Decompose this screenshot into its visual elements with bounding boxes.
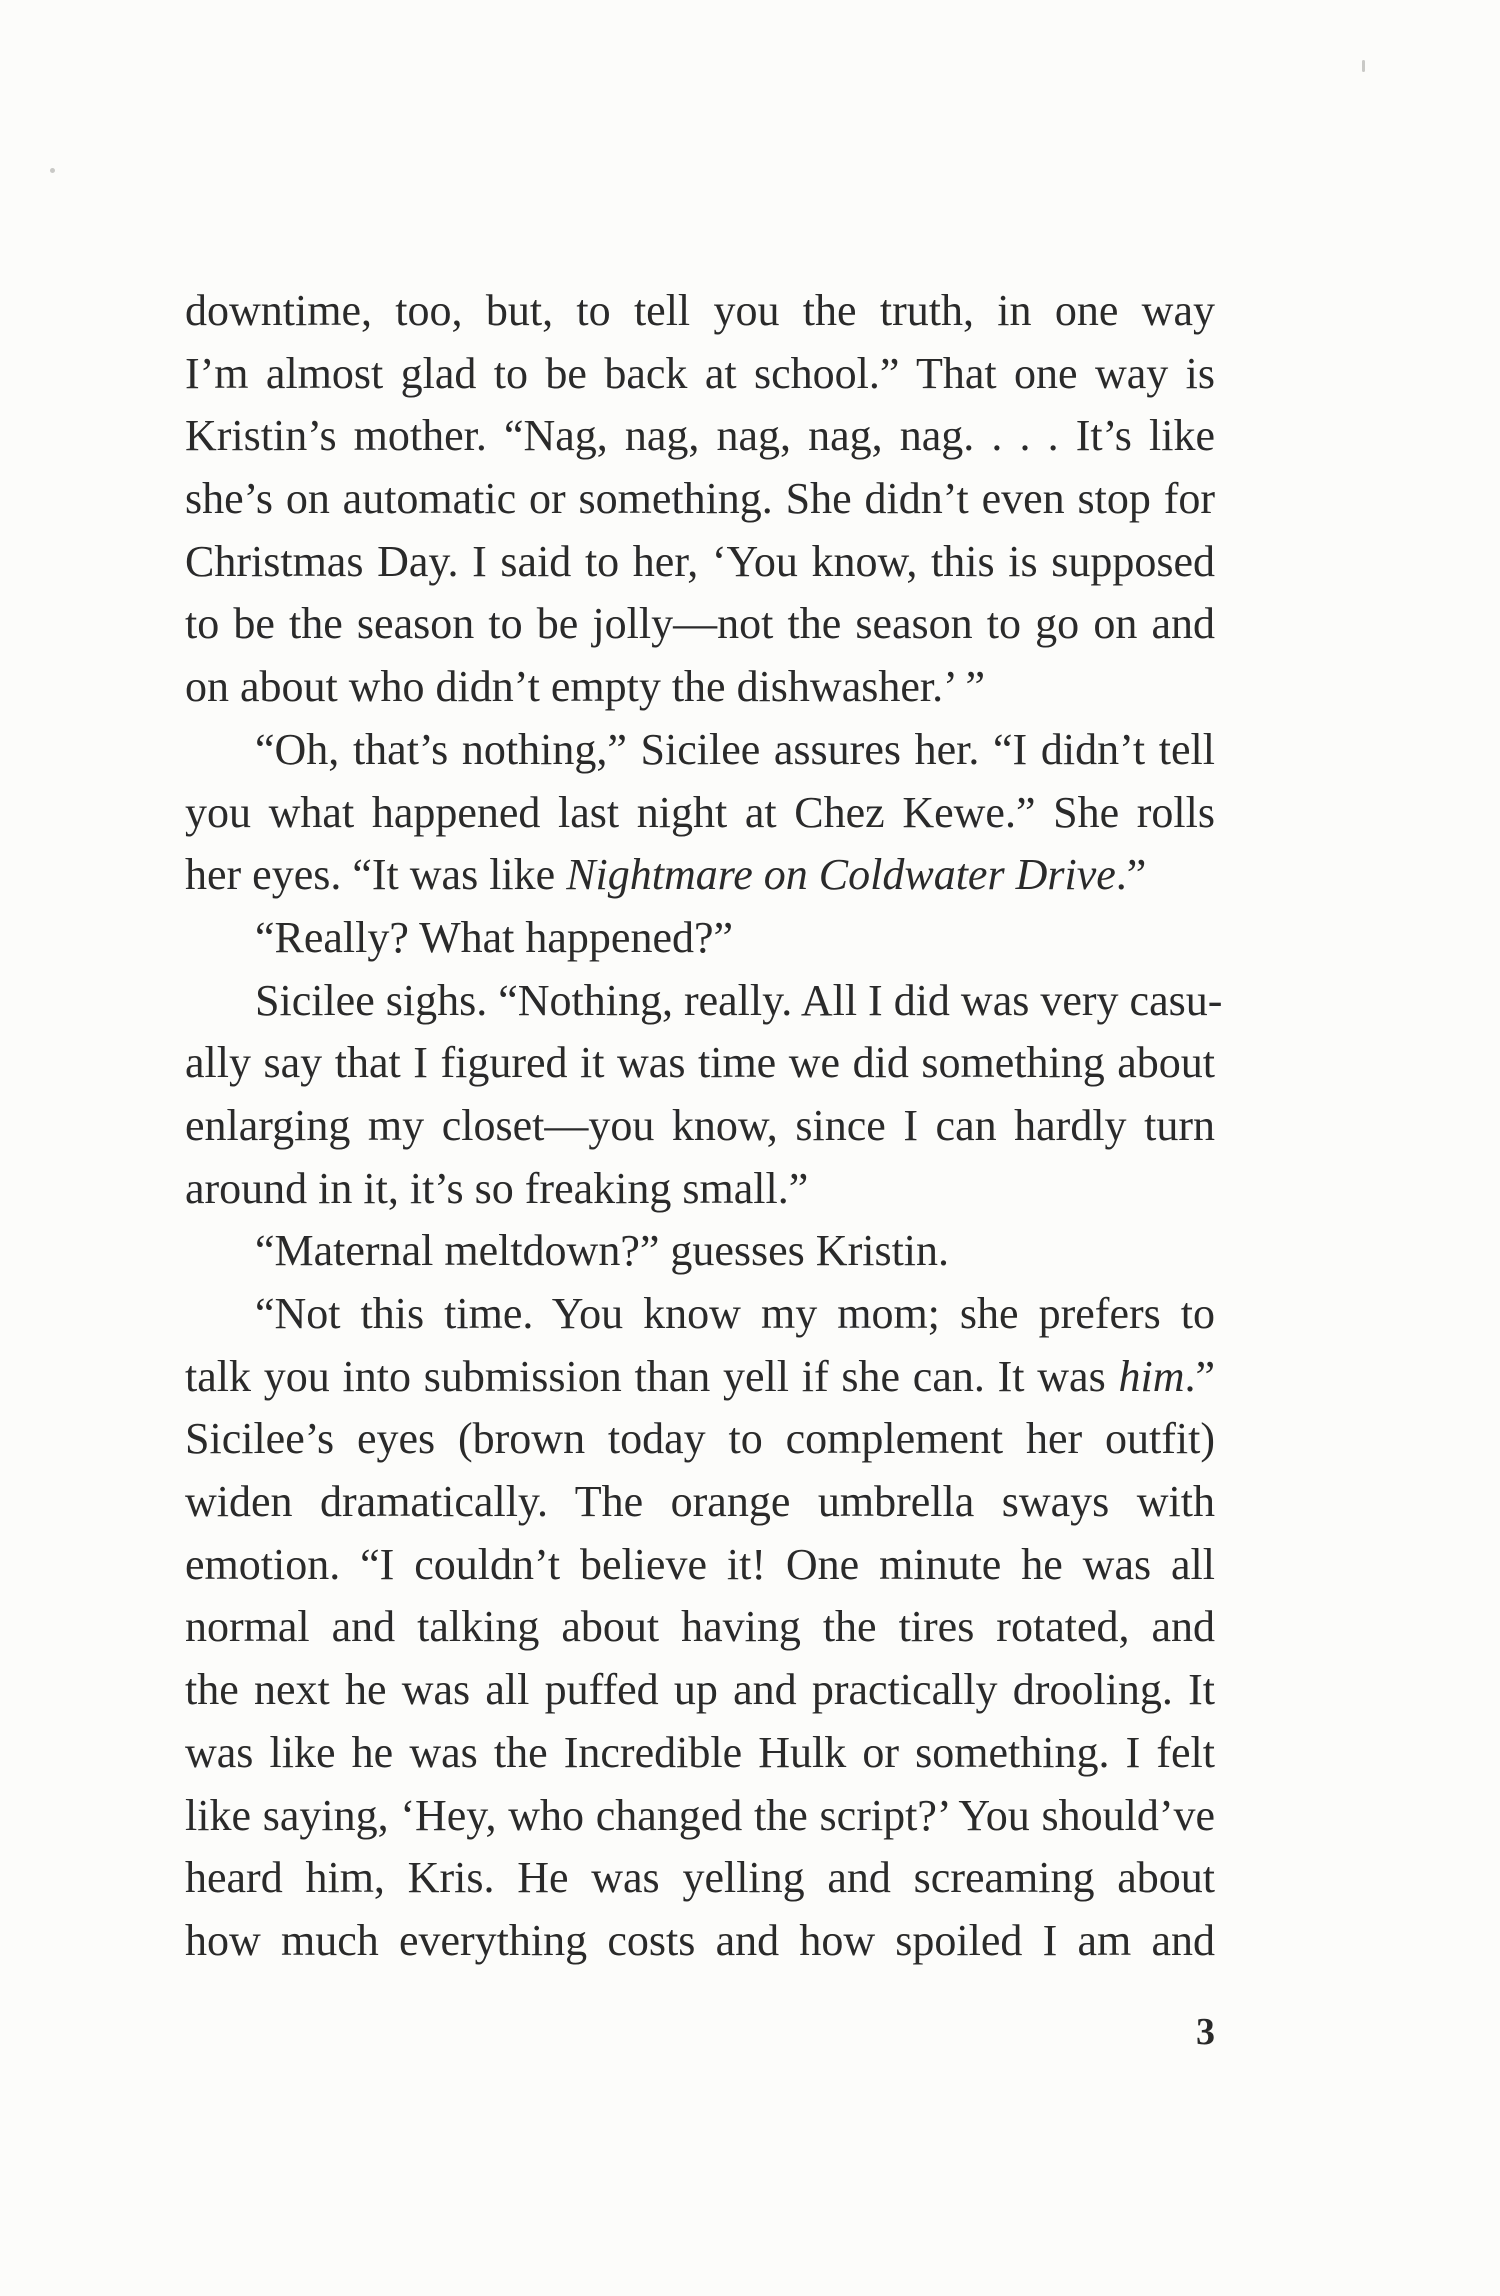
text-line (185, 1471, 1215, 1534)
text-segment: normal and talking about having the tires rotated, and (185, 1602, 1215, 1652)
text-line (185, 280, 1215, 343)
text-line (185, 719, 1215, 782)
text-segment: downtime, too, but, to tell you the truth, in one way (185, 286, 1215, 335)
text-segment: how much everything costs and how spoiled I am and (185, 1915, 1215, 1965)
text-segment: emotion. “I couldn’t believe it! One minute he was all (185, 1539, 1215, 1589)
text-line (185, 656, 1215, 719)
italic-text: him (1118, 1351, 1185, 1401)
text-segment: around in it, it’s so freaking small.” (185, 1163, 809, 1213)
text-segment: .” (1115, 850, 1147, 900)
page-number: 3 (1196, 2011, 1215, 2053)
text-line (185, 1408, 1215, 1471)
text-line (185, 1534, 1215, 1597)
text-line (185, 1847, 1215, 1910)
text-segment: Christmas Day. I said to her, ‘You know, this is supposed (185, 536, 1215, 586)
text-line (185, 1158, 1215, 1221)
text-line (185, 1596, 1215, 1659)
text-line (185, 531, 1215, 594)
text-line (185, 907, 1215, 970)
text-line (185, 593, 1215, 656)
text-line (185, 1785, 1215, 1848)
text-line (185, 405, 1215, 468)
text-line (185, 970, 1223, 1033)
text-segment: widen dramatically. The orange umbrella sways with (185, 1477, 1215, 1527)
text-line (185, 1346, 1215, 1409)
text-segment: “Oh, that’s nothing,” Sicilee assures her. “I didn’t tell (255, 724, 1215, 774)
body-text (185, 280, 1223, 1973)
text-segment: I’m almost glad to be back at school.” That one way is (185, 348, 1215, 398)
text-segment: she’s on automatic or something. She didn’t even stop for (185, 474, 1215, 524)
text-line (185, 1910, 1215, 1973)
italic-text: Nightmare on Coldwater Drive (566, 850, 1116, 900)
text-line (185, 782, 1215, 845)
text-line (185, 1283, 1215, 1346)
text-line (185, 1095, 1215, 1158)
text-line (185, 343, 1215, 406)
text-line (185, 844, 1215, 907)
text-segment: .” (1184, 1351, 1215, 1401)
text-segment: Sicilee sighs. “Nothing, really. All I did was very casu- (255, 975, 1223, 1025)
text-segment: “Maternal meltdown?” guesses Kristin. (255, 1226, 950, 1276)
text-segment: to be the season to be jolly—not the season to go on and (185, 599, 1215, 649)
text-line (185, 1032, 1215, 1095)
text-segment: “Not this time. You know my mom; she prefers to (255, 1289, 1215, 1338)
scan-speck (1362, 60, 1365, 72)
text-segment: heard him, Kris. He was yelling and screaming about (185, 1853, 1215, 1903)
text-line (185, 1220, 1215, 1283)
scan-speck (50, 168, 55, 173)
text-segment: “Really? What happened?” (255, 912, 734, 962)
text-segment: talk you into submission than yell if she can. It was (185, 1351, 1119, 1401)
text-segment: enlarging my closet—you know, since I can hardly turn (185, 1100, 1215, 1150)
text-line (185, 1722, 1215, 1785)
text-line (185, 1659, 1215, 1722)
text-segment: Sicilee’s eyes (brown today to complement her outfit) (185, 1414, 1215, 1464)
text-segment: you what happened last night at Chez Kewe.” She rolls (185, 787, 1215, 837)
text-segment: on about who didn’t empty the dishwasher.’ ” (185, 662, 986, 712)
text-segment: Kristin’s mother. “Nag, nag, nag, nag, nag. . . . It’s like (185, 411, 1215, 461)
text-line (185, 468, 1215, 531)
text-segment: the next he was all puffed up and practically drooling. It (185, 1665, 1215, 1715)
text-segment: like saying, ‘Hey, who changed the script?’ You should’ve (185, 1790, 1215, 1840)
text-segment: her eyes. “It was like (185, 850, 567, 900)
text-segment: ally say that I figured it was time we did something about (185, 1038, 1215, 1088)
text-segment: was like he was the Incredible Hulk or something. I felt (185, 1727, 1215, 1777)
